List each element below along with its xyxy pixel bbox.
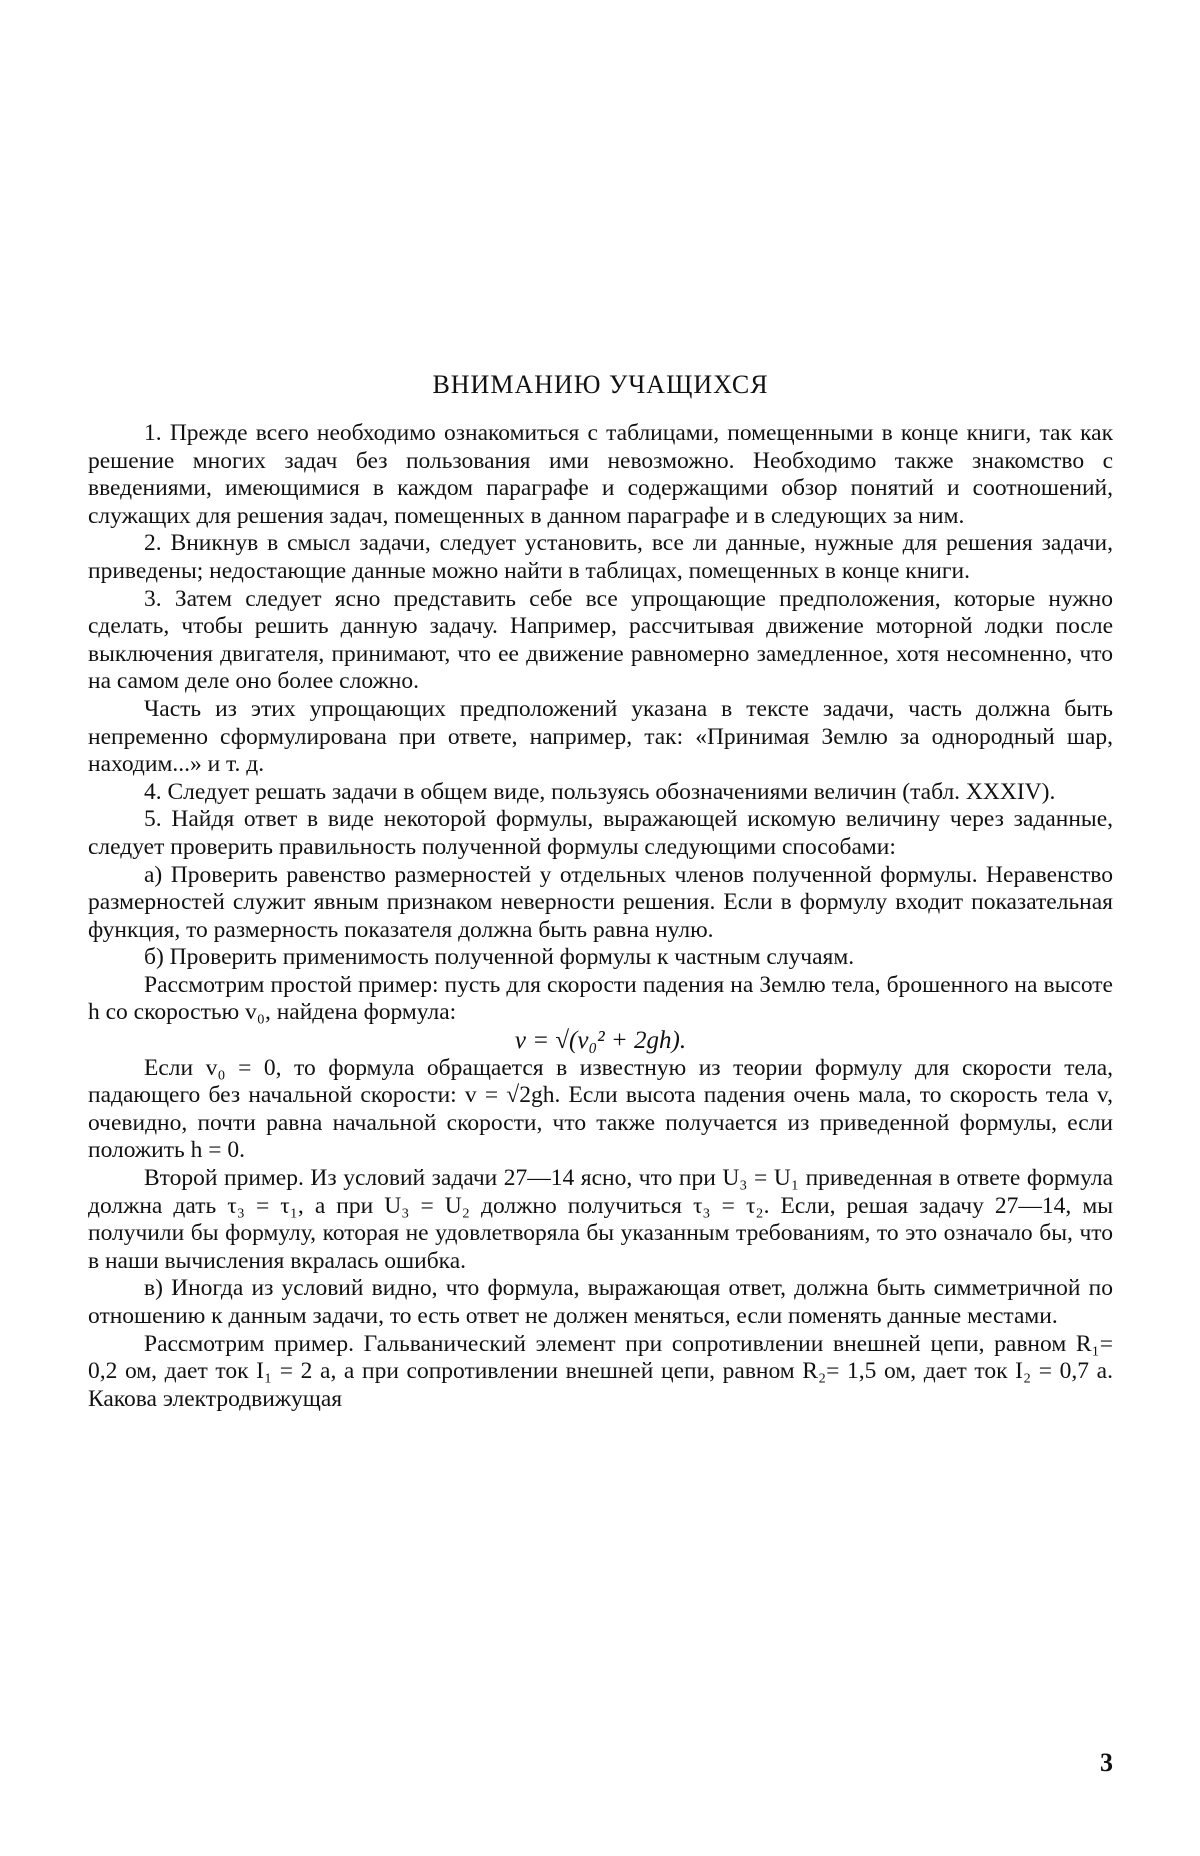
paragraph-8: б) Проверить применимость полученной формулы к частным случаям.	[144, 944, 855, 971]
paragraph-6: 5. Найдя ответ в виде некоторой формулы, выражающей искомую величину через заданные, следует проверить правильность полученной формулы следующими способами:	[88, 806, 1113, 860]
paragraph-1: 1. Прежде всего необходимо ознакомиться с таблицами, помещенными в конце книги, так как решение многих задач без пользования ими невозможно. Необходимо также знакомство с введениями, имеющимися в каждом параграфе и содержащими обзор понятий и соотношений, служащих для решения задач, помещенных в данном параграфе и в следующих за ним.	[88, 420, 1113, 529]
book-page	[88, 0, 1113, 1856]
paragraph-13: Рассмотрим пример. Гальванический элемент при сопротивлении внешней цепи, равном R₁= 0,2 ом, дает ток I₁ = 2 а, а при сопротивлении внешней цепи, равном R₂= 1,5 ом, дает ток I₂ = 0,7 а. Какова электродвижущая	[88, 1330, 1113, 1412]
formula: v = √(v₀² + 2gh).	[514, 1027, 687, 1055]
page-title: ВНИМАНИЮ УЧАЩИХСЯ	[432, 370, 769, 399]
page-body	[88, 420, 1113, 1413]
paragraph-11: Второй пример. Из условий задачи 27—14 ясно, что при U₃ = U₁ приведенная в ответе формула должна дать τ₃ = τ₁, а при U₃ = U₂ должно получиться τ₃ = τ₂. Если, решая задачу 27—14, мы получили бы формулу, которая не удовлетворяла бы указанным требованиям, то это означало бы, что в наши вычисления вкралась ошибка.	[88, 1165, 1113, 1274]
paragraph-12: в) Иногда из условий видно, что формула, выражающая ответ, должна быть симметричной по отношению к данным задачи, то есть ответ не должен меняться, если поменять данные местами.	[88, 1275, 1113, 1329]
page-number: 3	[1100, 1748, 1113, 1777]
paragraph-5: 4. Следует решать задачи в общем виде, пользуясь обозначениями величин (табл. XXXIV).	[144, 778, 1056, 805]
paragraph-4: Часть из этих упрощающих предположений указана в тексте задачи, часть должна быть непременно сформулирована при ответе, например, так: «Принимая Землю за однородный шар, находим...» и т. д.	[88, 695, 1113, 778]
paragraph-7: а) Проверить равенство размерностей у отдельных членов полученной формулы. Неравенство размерностей служит явным признаком неверности решения. Если в формулу входит показательная функция, то размерность показателя должна быть равна нулю.	[88, 861, 1113, 943]
paragraph-10: Если v₀ = 0, то формула обращается в известную из теории формулу для скорости тела, падающего без начальной скорости: v = √2gh. Если высота падения очень мала, то скорость тела v, очевидно, почти равна начальной скорости, что также получается из приведенной формулы, если положить h = 0.	[88, 1054, 1113, 1164]
paragraph-9: Рассмотрим простой пример: пусть для скорости падения на Землю тела, брошенного на высоте h со скоростью v₀, найдена формула:	[88, 971, 1113, 1026]
paragraph-2: 2. Вникнув в смысл задачи, следует установить, все ли данные, нужные для решения задачи, приведены; недостающие данные можно найти в таблицах, помещенных в конце книги.	[88, 530, 1113, 584]
paragraph-3: 3. Затем следует ясно представить себе все упрощающие предположения, которые нужно сделать, чтобы решить данную задачу. Например, рассчитывая движение моторной лодки после выключения двигателя, принимают, что ее движение равномерно замедленное, хотя несомненно, что на самом деле оно более сложно.	[88, 585, 1113, 695]
